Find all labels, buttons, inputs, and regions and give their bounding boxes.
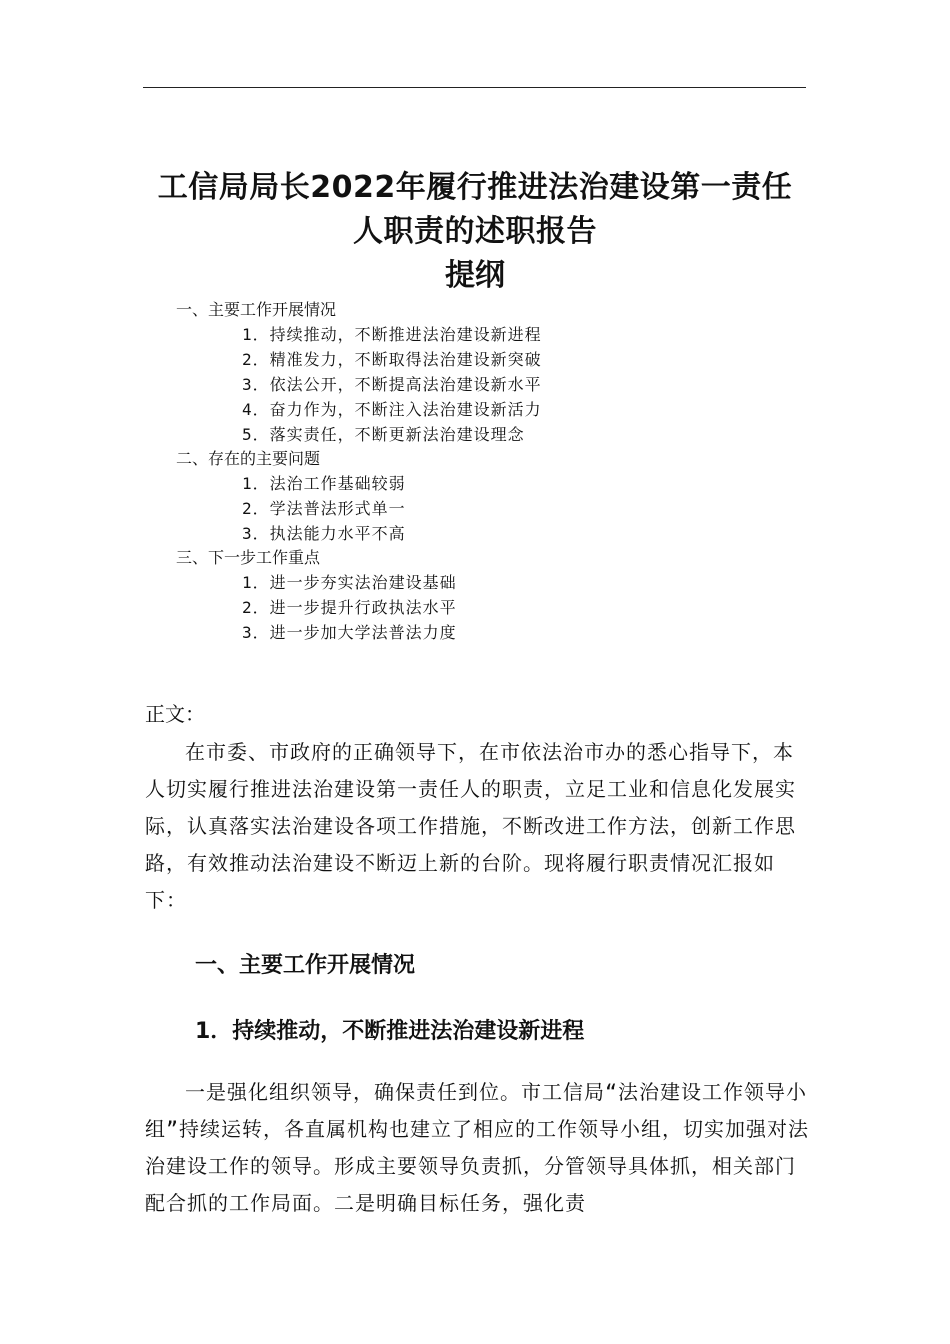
document-title: [100, 166, 850, 298]
subsection-heading: 1．持续推动，不断推进法治建设新进程: [195, 1019, 585, 1044]
section-heading: 一、主要工作开展情况: [195, 953, 416, 978]
outline-item: 2．学法普法形式单一: [242, 499, 406, 518]
intro-paragraph-block: [145, 734, 810, 919]
outline-item: 4．奋力作为，不断注入法治建设新活力: [242, 400, 542, 419]
title-line-1: 工信局局长2022年履行推进法治建设第一责任: [157, 170, 793, 205]
outline-item: 2．进一步提升行政执法水平: [242, 598, 457, 617]
intro-paragraph: 在市委、市政府的正确领导下，在市依法治市办的悉心指导下，本人切实履行推进法治建设第一责任人的职责，立足工业和信息化发展实际，认真落实法治建设各项工作措施，不断改进工作方法，创新工作思路，有效推动法治建设不断迈上新的台阶。现将履行职责情况汇报如下：: [145, 740, 796, 912]
outline-item: 1．持续推动，不断推进法治建设新进程: [242, 325, 542, 344]
outline-section-heading: 三、下一步工作重点: [176, 548, 321, 567]
title-line-2: 人职责的述职报告: [353, 214, 597, 249]
body-label: 正文：: [145, 702, 205, 726]
outline-item: 3．依法公开，不断提高法治建设新水平: [242, 375, 542, 394]
outline-item: 1．进一步夯实法治建设基础: [242, 573, 457, 592]
outline-item: 5．落实责任，不断更新法治建设理念: [242, 425, 525, 444]
outline-subtitle: 提纲: [445, 258, 505, 293]
outline-item: 1．法治工作基础较弱: [242, 474, 406, 493]
header-rule: [143, 87, 806, 88]
outline-item: 3．进一步加大学法普法力度: [242, 623, 457, 642]
body-paragraph: 一是强化组织领导，确保责任到位。市工信局“法治建设工作领导小组”持续运转，各直属机构也建立了相应的工作领导小组，切实加强对法治建设工作的领导。形成主要领导负责抓，分管领导具体抓，相关部门配合抓的工作局面。二是明确目标任务，强化责: [145, 1080, 810, 1215]
outline-section-heading: 二、存在的主要问题: [176, 449, 321, 468]
body-paragraph-block: [145, 1074, 810, 1222]
outline: [176, 298, 776, 645]
outline-item: 2．精准发力，不断取得法治建设新突破: [242, 350, 542, 369]
outline-section-heading: 一、主要工作开展情况: [176, 300, 337, 319]
outline-item: 3．执法能力水平不高: [242, 524, 406, 543]
